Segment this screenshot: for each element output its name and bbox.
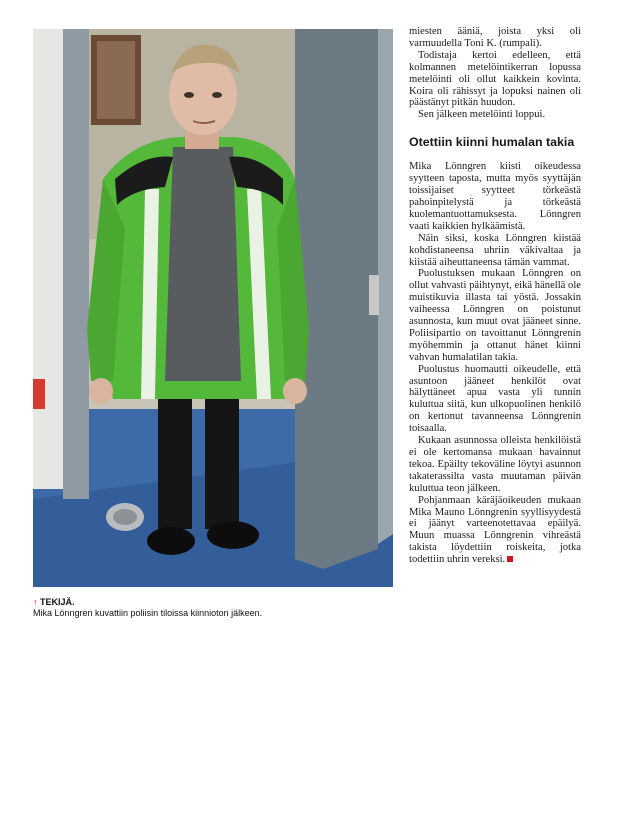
intro-paragraph: miesten ääniä, joista yksi oli varmuudella Toni K. (rumpali).: [409, 26, 581, 49]
body-paragraph: Puolustus huomautti oikeudelle, että asuntoon jääneet henkilöt ovat hälyttäneet apua vasta yli tunnin kuluttua siitä, kun ulkopuolinen henkilö on kertonut tavanneensa Lönngrenin toisaalla.: [409, 363, 581, 435]
body-paragraph-last: [409, 495, 581, 566]
article-subhead: Otettiin kiinni humalan takia: [409, 135, 575, 150]
intro-paragraph: Sen jälkeen metelöinti loppui.: [418, 109, 546, 121]
photo-caption: [33, 597, 393, 619]
body-paragraph: Puolustuksen mukaan Lönngren on ollut vahvasti päihtynyt, eikä hänellä ole muistikuvia illasta tai yöstä. Jossakin vaiheessa Lönngren on poistunut asunnosta, kun muut ovat jääneet sinne. Poliisipartio on tavoittanut Lönngrenin myöhemmin ja ottanut hänet kiinni vahvan humalatilan takia.: [409, 268, 581, 363]
article-text-column: [409, 26, 581, 566]
body-paragraph: Näin siksi, koska Lönngren kiistää kohdistaneensa uhriin väkivaltaa ja kiistää aiheuttaneensa tämän vammat.: [409, 232, 581, 268]
arrow-up-icon: ↑: [33, 597, 38, 607]
article-photo: [33, 29, 393, 587]
caption-kicker-text: TEKIJÄ.: [40, 597, 75, 607]
caption-kicker: [33, 597, 393, 608]
intro-paragraph: Todistaja kertoi edelleen, että kolmannen metelöintikerran lopussa metelöinti oli ollut kaikkein kovinta. Koira oli rähissyt ja lopuksi nainen oli päästänyt pitkän huudon.: [409, 49, 581, 109]
end-mark-icon: [507, 556, 513, 562]
photo-illustration: [33, 29, 393, 587]
body-paragraph: Kukaan asunnossa olleista henkilöistä ei ole kertomansa mukaan havainnut tekoa. Epäilty tekoväline löytyi asunnon takaterassilta vasta muutaman päivän kuluttua teon jälkeen.: [409, 435, 581, 494]
body-paragraph: Mika Lönngren kiisti oikeudessa syytteen taposta, mutta myös syyttäjän toissijaiset syytteet törkeästä pahoinpitelystä ja törkeästä kuolemantuottamuksesta. Lönngren vaati kaikkien hylkäämistä.: [409, 161, 581, 232]
body-paragraph-text: Pohjanmaan käräjäoikeuden mukaan Mika Mauno Lönngrenin syyllisyydestä ei jäänyt varteenotettavaa epäilyä. Muun muassa Lönngrenin vihreästä takista löydettiin roiskeita, jotka todettiin uhrin vereksi.: [409, 494, 581, 566]
caption-text: Mika Lönngren kuvattiin poliisin tiloissa kiinnioton jälkeen.: [33, 608, 263, 618]
